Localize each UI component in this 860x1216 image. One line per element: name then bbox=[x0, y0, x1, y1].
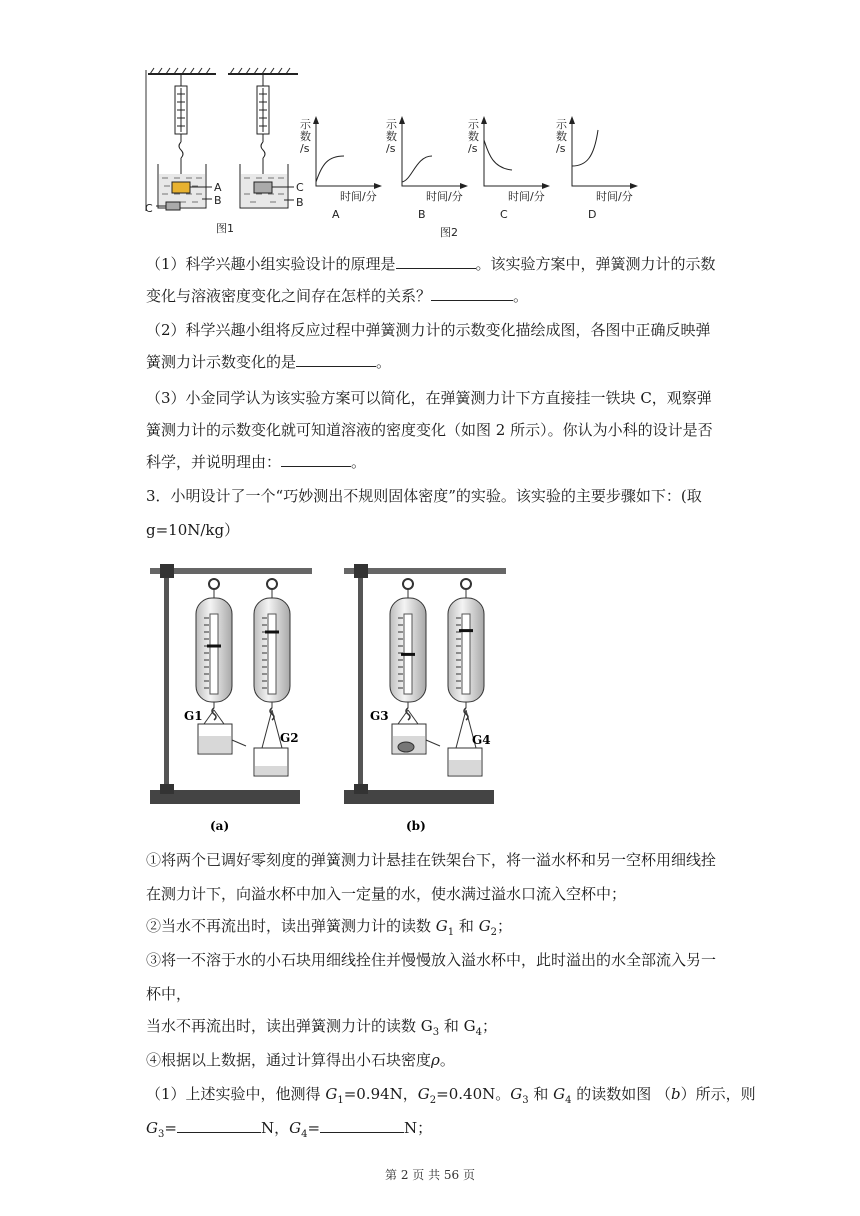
graph-letter: B bbox=[418, 208, 426, 221]
overflow-cup-b bbox=[392, 710, 440, 754]
graph-ylabel: 示 bbox=[386, 118, 397, 131]
q3-step4: ④根据以上数据，通过计算得出小石块密度ρ。 bbox=[146, 1051, 455, 1069]
spring-scale-2 bbox=[254, 579, 290, 720]
beaker-1 bbox=[156, 164, 212, 210]
graph-letter: A bbox=[332, 208, 340, 221]
graph-ylabel: /s bbox=[386, 142, 396, 155]
answer-blank-1[interactable] bbox=[396, 254, 476, 269]
y-arrow-icon bbox=[399, 116, 405, 124]
scale-slot bbox=[462, 614, 470, 694]
hanging-ring-icon bbox=[461, 579, 471, 589]
q2-p3-line2: 簧测力计的示数变化就可知道溶液的密度变化（如图 2 所示）。你认为小科的设计是否 bbox=[146, 421, 713, 439]
label-G2: G2 bbox=[280, 731, 299, 745]
fig1-caption: 图1 bbox=[216, 222, 234, 235]
graph-axes bbox=[316, 118, 380, 186]
spring-scale-4 bbox=[448, 579, 484, 720]
spring-scale-1 bbox=[196, 579, 232, 720]
hanging-ring-icon bbox=[267, 579, 277, 589]
graph-C bbox=[468, 116, 550, 221]
q3-step3-line2: 杯中， bbox=[146, 985, 192, 1003]
answer-blank-4[interactable] bbox=[281, 452, 351, 467]
answer-blank-G4[interactable] bbox=[320, 1118, 404, 1133]
graph-ylabel: /s bbox=[300, 142, 310, 155]
graph-ylabel: 数 bbox=[556, 130, 567, 143]
label-C-fig1: C bbox=[145, 202, 153, 215]
graph-curve bbox=[316, 156, 344, 182]
q2-p3-line1: （3）小金同学认为该实验方案可以简化，在弹簧测力计下方直接挂一铁块 C，观察弹 bbox=[146, 389, 712, 407]
q3-step3-line1: ③将一不溶于水的小石块用细线拴住并慢慢放入溢水杯中，此时溢出的水全部流入另一 bbox=[146, 951, 717, 969]
spring-scale-2 bbox=[257, 74, 269, 182]
y-arrow-icon bbox=[481, 116, 487, 124]
scale-slot bbox=[268, 614, 276, 694]
graph-axes bbox=[402, 118, 466, 186]
label-b: (b) bbox=[406, 819, 426, 833]
spring-scales-group bbox=[196, 579, 484, 720]
x-arrow-icon bbox=[460, 183, 468, 189]
graph-D bbox=[556, 116, 638, 221]
graph-xlabel: 时间/分 bbox=[426, 190, 463, 203]
answer-blank-3[interactable] bbox=[296, 352, 376, 367]
hanging-ring-icon bbox=[209, 579, 219, 589]
scale-pointer bbox=[401, 653, 415, 656]
page-footer: 第 2 页 共 56 页 bbox=[385, 1168, 475, 1182]
graph-A bbox=[300, 116, 382, 221]
graph-xlabel: 时间/分 bbox=[508, 190, 545, 203]
graph-ylabel: /s bbox=[556, 142, 566, 155]
q3-intro-line1: 3．小明设计了一个“巧妙测出不规则固体密度”的实验。该实验的主要步骤如下：(取 bbox=[146, 487, 702, 505]
q3-sub1-line2: $G_3= N$，$G_4= N$； bbox=[146, 1119, 433, 1140]
graph-axes bbox=[572, 118, 636, 186]
x-arrow-icon bbox=[542, 183, 550, 189]
figure-spring-scales bbox=[144, 560, 514, 840]
q2-p3-line3: 科学，并说明理由： 。 bbox=[146, 453, 367, 471]
label-B-fig1: B bbox=[214, 194, 222, 207]
label-G1: G1 bbox=[184, 709, 203, 723]
graph-ylabel: 数 bbox=[386, 130, 397, 143]
beaker-2 bbox=[240, 164, 294, 208]
q2-p2-line1: （2）科学兴趣小组将反应过程中弹簧测力计的示数变化描绘成图，各图中正确反映弹 bbox=[146, 321, 711, 339]
graph-ylabel: 示 bbox=[468, 118, 479, 131]
q3-step1-line1: ①将两个已调好零刻度的弹簧测力计悬挂在铁架台下，将一溢水杯和另一空杯用细线拴 bbox=[146, 851, 717, 869]
graph-curve bbox=[572, 130, 598, 166]
y-arrow-icon bbox=[569, 116, 575, 124]
label-a: (a) bbox=[210, 819, 230, 833]
graph-ylabel: 示 bbox=[556, 118, 567, 131]
graph-curve bbox=[402, 156, 432, 182]
graph-letter: C bbox=[500, 208, 508, 221]
graph-axes bbox=[484, 118, 548, 186]
x-arrow-icon bbox=[630, 183, 638, 189]
spring-scale-3 bbox=[390, 579, 426, 720]
scale-pointer bbox=[459, 629, 473, 632]
label-B-fig2: B bbox=[296, 196, 304, 209]
label-C-fig2: C bbox=[296, 181, 304, 194]
q3-step3-line3: 当水不再流出时，读出弹簧测力计的读数 $G_3$ 和 $G_4$； bbox=[146, 1017, 498, 1038]
y-arrow-icon bbox=[313, 116, 319, 124]
q3-intro-line2: g=10N/kg） bbox=[146, 521, 240, 539]
overflow-cup-a bbox=[198, 710, 246, 754]
graph-xlabel: 时间/分 bbox=[340, 190, 377, 203]
graph-ylabel: 数 bbox=[300, 130, 311, 143]
ceiling-2 bbox=[228, 68, 298, 74]
scale-pointer bbox=[265, 631, 279, 634]
q3-step1-line2: 在测力计下，向溢水杯中加入一定量的水，使水满过溢水口流入空杯中； bbox=[146, 885, 627, 903]
graph-xlabel: 时间/分 bbox=[596, 190, 633, 203]
graph-ylabel: 数 bbox=[468, 130, 479, 143]
hook-icon bbox=[406, 708, 410, 720]
q3-sub1-line1: （1）上述实验中，他测得 $G_1=0.94N$，$G_2=0.40N$。$G_3$ 和 $G_4$ 的读数如图 （b）所示，则 bbox=[146, 1085, 756, 1106]
graph-letter: D bbox=[588, 208, 597, 221]
graph-B bbox=[386, 116, 468, 221]
graph-ylabel: /s bbox=[468, 142, 478, 155]
x-arrow-icon bbox=[374, 183, 382, 189]
graph-curve bbox=[484, 140, 512, 170]
ceiling-1 bbox=[148, 68, 216, 74]
label-A-fig1: A bbox=[214, 181, 222, 194]
answer-blank-G3[interactable] bbox=[177, 1118, 261, 1133]
fig2-caption: 图2 bbox=[440, 226, 458, 239]
spring-scale-1 bbox=[175, 74, 187, 182]
scale-slot bbox=[210, 614, 218, 694]
q3-step2: ②当水不再流出时，读出弹簧测力计的读数 $G_1$ 和 $G_2$； bbox=[146, 917, 513, 938]
q2-p1-line2: 变化与溶液密度变化之间存在怎样的关系？ 。 bbox=[146, 287, 529, 305]
scale-pointer bbox=[207, 645, 221, 648]
graph-ylabel: 示 bbox=[300, 118, 311, 131]
q2-p1-line1: （1）科学兴趣小组实验设计的原理是 。该实验方案中，弹簧测力计的示数 bbox=[146, 255, 716, 273]
label-G4: G4 bbox=[472, 733, 491, 747]
hook-icon bbox=[212, 708, 216, 720]
label-G3: G3 bbox=[370, 709, 389, 723]
answer-blank-2[interactable] bbox=[431, 286, 513, 301]
figure-top bbox=[140, 66, 660, 246]
hanging-ring-icon bbox=[403, 579, 413, 589]
graphs-group bbox=[300, 116, 638, 221]
q2-p2-line2: 簧测力计示数变化的是 。 bbox=[146, 353, 392, 371]
